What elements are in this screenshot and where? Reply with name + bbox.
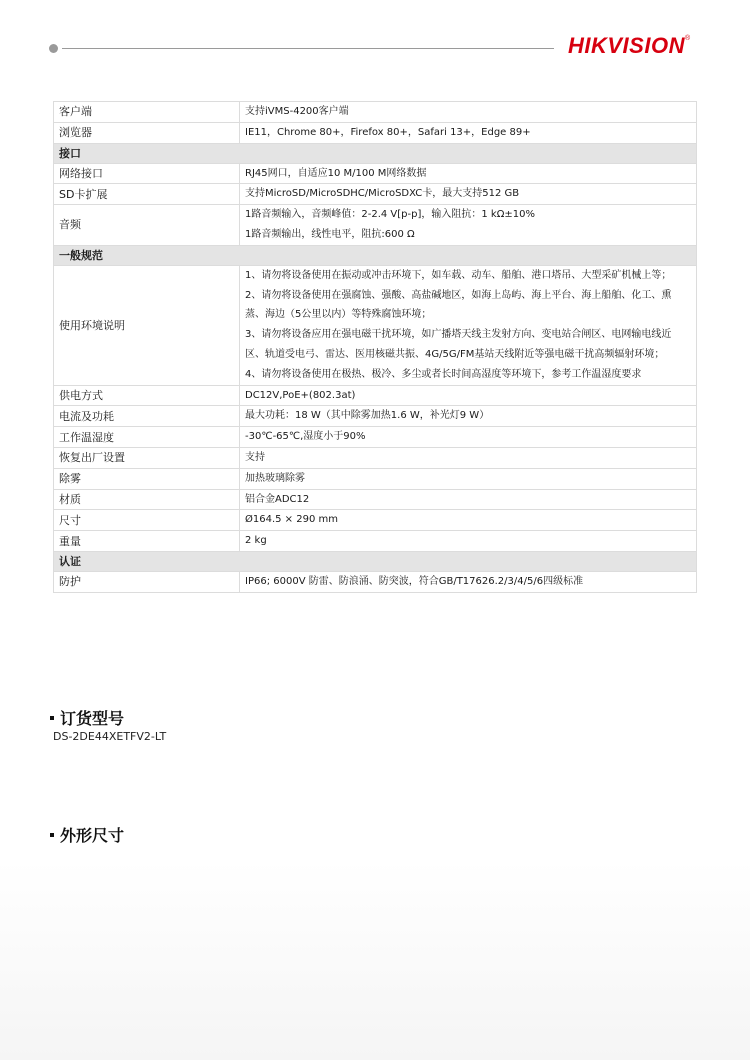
- spec-value-line: 3、请勿将设备应用在强电磁干扰环境，如广播塔天线主发射方向、变电站合闸区、电网输电线近区、轨道受电弓、雷达、医用核磁共振、4G/5G/FM基站天线附近等强电磁干扰高频辐射环境；: [245, 329, 672, 360]
- spec-label: 音频: [54, 205, 240, 246]
- spec-row: [54, 265, 697, 385]
- spec-section-title: 接口: [54, 143, 697, 163]
- spec-section-row: [54, 143, 697, 163]
- spec-value: [240, 427, 697, 448]
- spec-row: [54, 571, 697, 592]
- spec-label: 工作温湿度: [54, 427, 240, 448]
- spec-value-line: 支持: [245, 451, 265, 463]
- order-model-number: DS-2DE44XETFV2-LT: [53, 730, 167, 743]
- spec-row: [54, 385, 697, 406]
- spec-value: [240, 571, 697, 592]
- spec-value-line: 支持iVMS-4200客户端: [245, 106, 349, 117]
- spec-value-line: 支持MicroSD/MicroSDHC/MicroSDXC卡，最大支持512 GB: [245, 188, 520, 200]
- spec-value: [240, 184, 697, 205]
- spec-value-line: 最大功耗：18 W（其中除雾加热1.6 W，补光灯9 W）: [245, 410, 490, 422]
- spec-label: 客户端: [54, 102, 240, 123]
- spec-value-line: 4、请勿将设备使用在极热、极冷、多尘或者长时间高湿度等环境下，参考工作温湿度要求: [245, 368, 642, 380]
- spec-value: [240, 406, 697, 427]
- spec-value: [240, 447, 697, 468]
- bullet-icon: [50, 833, 54, 837]
- spec-label: 网络接口: [54, 163, 240, 184]
- spec-row: [54, 184, 697, 205]
- bullet-icon: [50, 716, 54, 720]
- spec-label: 防护: [54, 571, 240, 592]
- page-background-gradient: [0, 860, 750, 1060]
- spec-label: 尺寸: [54, 510, 240, 531]
- spec-table: [53, 101, 697, 593]
- spec-label: 供电方式: [54, 385, 240, 406]
- spec-value: [240, 468, 697, 489]
- spec-label: 恢复出厂设置: [54, 447, 240, 468]
- spec-row: [54, 122, 697, 143]
- spec-value-line: 加热玻璃除雾: [245, 472, 305, 484]
- spec-row: [54, 447, 697, 468]
- spec-row: [54, 427, 697, 448]
- spec-label: 使用环境说明: [54, 265, 240, 385]
- spec-label: 电流及功耗: [54, 406, 240, 427]
- spec-value: [240, 265, 697, 385]
- spec-value-line: IE11，Chrome 80+，Firefox 80+，Safari 13+，Edge 89+: [245, 126, 531, 138]
- spec-row: [54, 531, 697, 552]
- spec-value-line: -30℃-65℃,湿度小于90%: [245, 431, 366, 443]
- spec-value: [240, 205, 697, 246]
- spec-value-line: 1、请勿将设备使用在振动或冲击环境下，如车载、动车、船舶、港口塔吊、大型采矿机械上等；: [245, 269, 672, 281]
- spec-value: [240, 163, 697, 184]
- header-rule: [62, 48, 554, 49]
- spec-value-line: 2 kg: [245, 535, 267, 547]
- hikvision-logo: HIKVISION®: [568, 33, 691, 58]
- spec-value-line: 1路音频输入，音频峰值：2-2.4 V[p-p]，输入阻抗：1 kΩ±10%: [245, 209, 535, 221]
- spec-section-row: [54, 551, 697, 571]
- spec-row: [54, 102, 697, 123]
- spec-row: [54, 205, 697, 246]
- spec-section-title: 认证: [54, 551, 697, 571]
- spec-row: [54, 468, 697, 489]
- spec-value: [240, 531, 697, 552]
- header-dot: [49, 44, 58, 53]
- spec-value-line: RJ45网口，自适应10 M/100 M网络数据: [245, 167, 427, 179]
- spec-row: [54, 510, 697, 531]
- spec-label: SD卡扩展: [54, 184, 240, 205]
- spec-label: 浏览器: [54, 122, 240, 143]
- spec-row: [54, 489, 697, 510]
- spec-label: 除雾: [54, 468, 240, 489]
- order-heading: 订货型号: [50, 706, 124, 729]
- spec-row: [54, 163, 697, 184]
- spec-value-line: 1路音频输出，线性电平，阻抗:600 Ω: [245, 228, 415, 240]
- spec-value-line: DC12V,PoE+(802.3at): [245, 389, 356, 401]
- spec-value: [240, 385, 697, 406]
- spec-value: [240, 122, 697, 143]
- spec-section-row: [54, 245, 697, 265]
- spec-value: [240, 102, 697, 123]
- spec-row: [54, 406, 697, 427]
- spec-value-line: Ø164.5 × 290 mm: [245, 514, 338, 526]
- spec-value: [240, 510, 697, 531]
- spec-value-line: 铝合金ADC12: [245, 493, 310, 505]
- spec-label: 材质: [54, 489, 240, 510]
- spec-value: [240, 489, 697, 510]
- spec-value-line: IP66; 6000V 防雷、防浪涌、防突波，符合GB/T17626.2/3/4/5/6四级标准: [245, 575, 584, 587]
- spec-section-title: 一般规范: [54, 245, 697, 265]
- spec-value-line: 2、请勿将设备使用在强腐蚀、强酸、高盐碱地区，如海上岛屿、海上平台、海上船舶、化工、熏蒸、海边（5公里以内）等特殊腐蚀环境；: [245, 289, 672, 321]
- spec-label: 重量: [54, 531, 240, 552]
- dimensions-heading: 外形尺寸: [50, 823, 124, 846]
